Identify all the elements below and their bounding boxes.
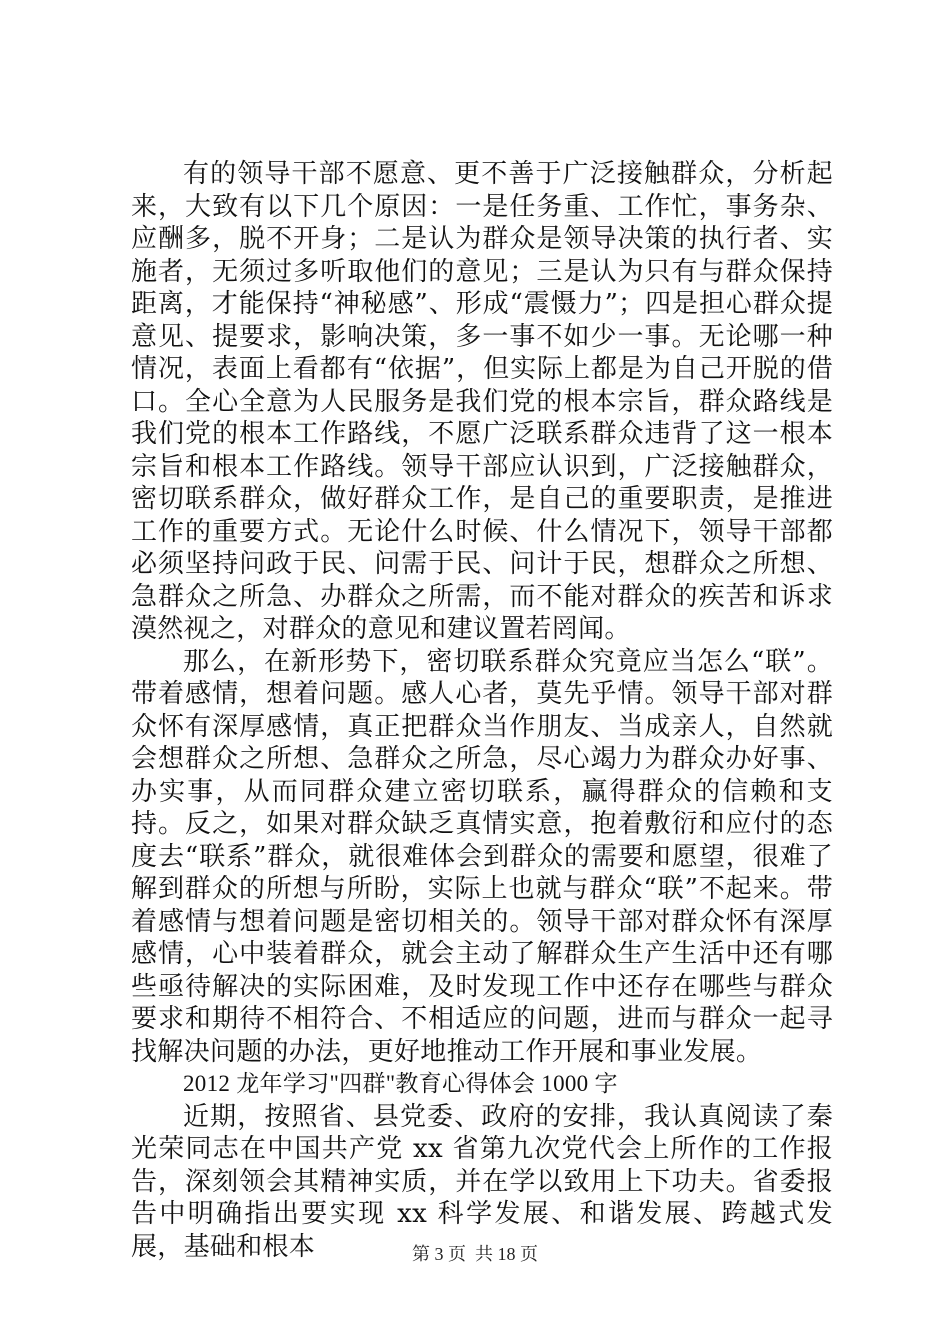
body-paragraph-3: 近期，按照省、县党委、政府的安排，我认真阅读了秦光荣同志在中国共产党 xx 省第九次党代会上所作的工作报告，深刻领会其精神实质，并在学以致用上下功夫。省委报告中明确指出要实现 xx 科学发展、和谐发展、跨越式发展，基础和根本 xyxy=(131,1101,833,1262)
page-number-label: 第 3 页 共 18 页 xyxy=(412,1244,538,1264)
section-heading: 2012 龙年学习"四群"教育心得体会 1000 字 xyxy=(183,1071,618,1096)
body-paragraph-2: 那么，在新形势下，密切联系群众究竟应当怎么“联”。带着感情，想着问题。感人心者，莫先乎情。领导干部对群众怀有深厚感情，真正把群众当作朋友、当成亲人，自然就会想群众之所想、急群众之所急，尽心竭力为群众办好事、办实事，从而同群众建立密切联系，赢得群众的信赖和支持。反之，如果对群众缺乏真情实意，抱着敷衍和应付的态度去“联系”群众，就很难体会到群众的需要和愿望，很难了解到群众的所想与所盼，实际上也就与群众“联”不起来。带着感情与想着问题是密切相关的。领导干部对群众怀有深厚感情，心中装着群众，就会主动了解群众生产生活中还有哪些亟待解决的实际困难，及时发现工作中还存在哪些与群众要求和期待不相符合、不相适应的问题，进而与群众一起寻找解决问题的办法，更好地推动工作开展和事业发展。 xyxy=(131,646,833,1067)
document-body xyxy=(131,158,833,1263)
page-footer xyxy=(0,1240,950,1266)
body-paragraph-1: 有的领导干部不愿意、更不善于广泛接触群众，分析起来，大致有以下几个原因：一是任务重、工作忙，事务杂、应酬多，脱不开身；二是认为群众是领导决策的执行者、实施者，无须过多听取他们的意见；三是认为只有与群众保持距离，才能保持“神秘感”、形成“震慑力”；四是担心群众提意见、提要求，影响决策，多一事不如少一事。无论哪一种情况，表面上看都有“依据”，但实际上都是为自己开脱的借口。全心全意为人民服务是我们党的根本宗旨，群众路线是我们党的根本工作路线，不愿广泛联系群众违背了这一根本宗旨和根本工作路线。领导干部应认识到，广泛接触群众，密切联系群众，做好群众工作，是自己的重要职责，是推进工作的重要方式。无论什么时候、什么情况下，领导干部都必须坚持问政于民、问需于民、问计于民，想群众之所想、急群众之所急、办群众之所需，而不能对群众的疾苦和诉求漠然视之，对群众的意见和建议置若罔闻。 xyxy=(131,159,833,644)
